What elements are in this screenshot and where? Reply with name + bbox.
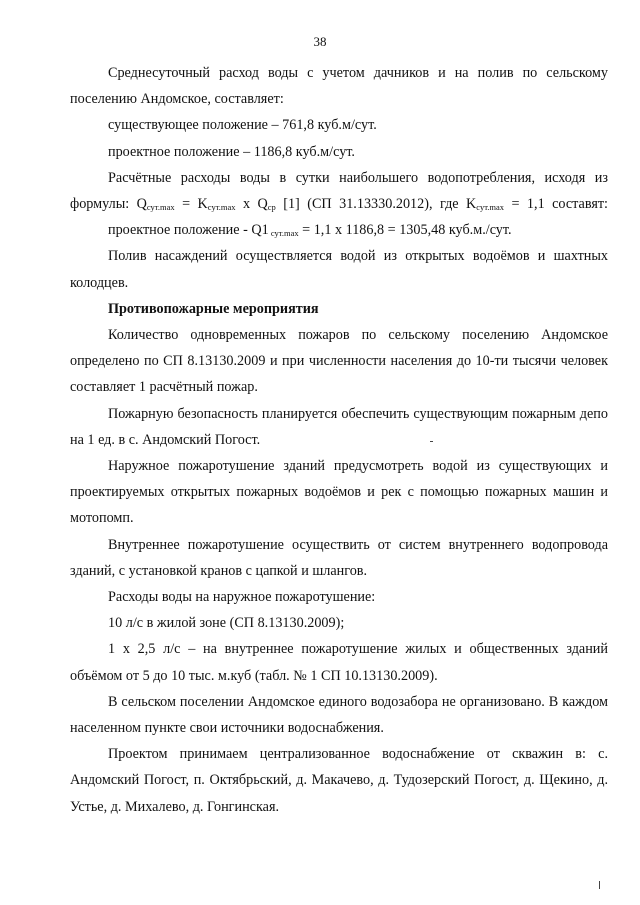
- paragraph-fire-count: Количество одновременных пожаров по сельскому поселению Андомское определено по СП 8.13130.2009 и при численности населения до 10-ти тысячи человек составляет 1 расчётный пожар.: [70, 327, 608, 396]
- page-number: 38: [313, 34, 327, 49]
- paragraph-formula-result: проектное положение - Q1 $_{сут.max}$ = 1,1 x 1186,8 = 1305,48 куб.м./сут.: [108, 222, 512, 239]
- paragraph-project-state: проектное положение – 1186,8 куб.м/сут.: [108, 143, 355, 160]
- paragraph-irrigation: Полив насаждений осуществляется водой из открытых водоёмов и шахтных колодцев.: [70, 248, 608, 291]
- paragraph-formula: Расчётные расходы воды в сутки наибольшего водопотребления, исходя из формулы: $Q_{сут.max} = K_{сут.max}$ x $Q_{ср}$ [1] (СП 31.13330.2012), где $K_{сут.max} = 1,1$ составят:: [70, 169, 608, 213]
- paragraph-existing-state: существующее положение – 761,8 куб.м/сут.: [108, 117, 377, 134]
- paragraph-no-water-intake: В сельском поселении Андомское единого водозабора не организовано. В каждом населенном пункте свои источники водоснабжения.: [70, 693, 608, 737]
- paragraph-centralized-supply: Проектом принимаем централизованное водоснабжение от скважин в: с. Андомский Погост, п. Октябрьский, д. Макачево, д. Тудозерский Погост, д. Щекино, д. Устье, д. Михалево, д. Гонгинская.: [70, 746, 608, 815]
- scan-speck: [430, 441, 433, 442]
- document-body: [70, 60, 608, 820]
- paragraph-internal-firefighting: Внутреннее пожаротушение осуществить от систем внутреннего водопровода зданий, с установкой кранов с цапкой и шлангов.: [70, 536, 608, 579]
- paragraph-daily-consumption: Среднесуточный расход воды с учетом дачников и на полив по сельскому поселению Андомское, составляет:: [70, 65, 608, 108]
- paragraph-fire-depot: Пожарную безопасность планируется обеспечить существующим пожарным депо на 1 ед. в с. Андомский Погост.: [70, 405, 608, 448]
- section-heading-fire-safety: Противопожарные мероприятия: [108, 300, 319, 317]
- scan-speck: [599, 881, 600, 889]
- paragraph-external-firefighting: Наружное пожаротушение зданий предусмотреть водой из существующих и проектируемых открытых пожарных водоёмов и рек с помощью пожарных машин и мотопомп.: [70, 458, 608, 527]
- paragraph-water-flow-heading: Расходы воды на наружное пожаротушение:: [108, 589, 376, 606]
- paragraph-flow-internal: 1 х 2,5 л/с – на внутреннее пожаротушение жилых и общественных зданий объёмом от 5 до 10 тыс. м.куб (табл. № 1 СП 10.13130.2009).: [70, 641, 608, 684]
- paragraph-flow-residential: 10 л/с в жилой зоне (СП 8.13130.2009);: [108, 615, 345, 632]
